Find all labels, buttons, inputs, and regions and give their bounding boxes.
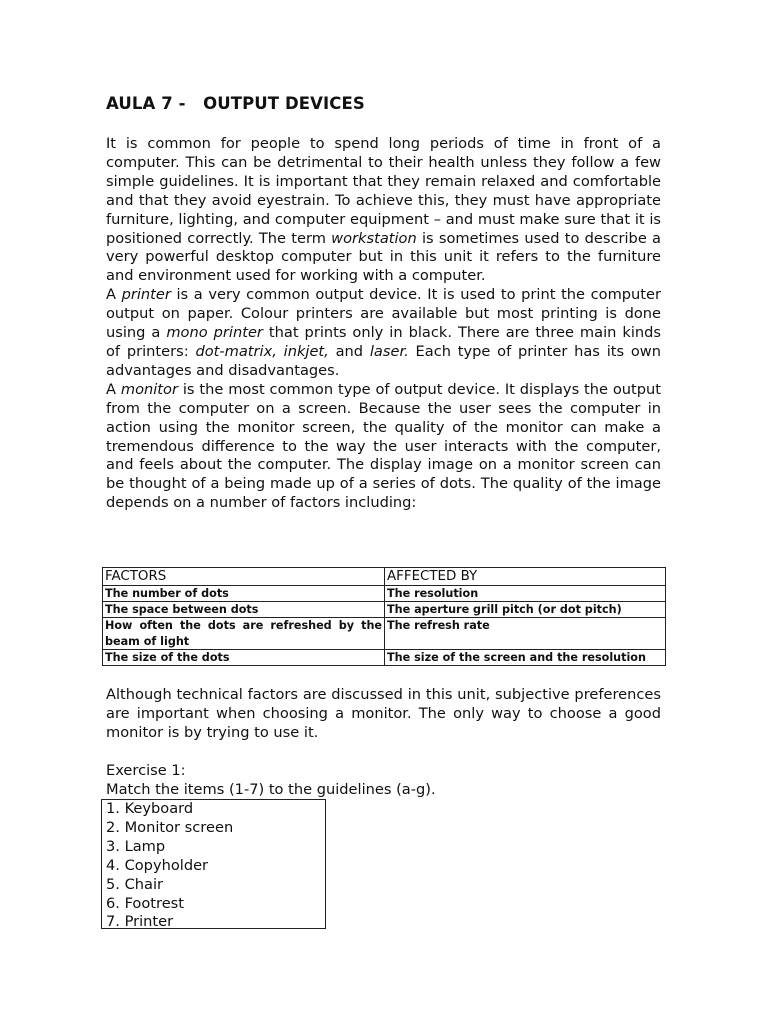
table-cell: How often the dots are refreshed by the beam of light bbox=[103, 618, 385, 649]
list-item: 3. Lamp bbox=[106, 837, 166, 855]
paragraph-text: is the most common type of output device. It displays the output from the computer on a screen. Because the user sees the computer in action using the monitor screen, the quality of the monitor can make a tremendous difference to the way the user interacts with the computer, and feels about the computer. The display image on a monitor screen can be thought of a being made up of a series of dots. The quality of the image depends on a number of factors including: bbox=[106, 380, 661, 512]
table-cell: The size of the screen and the resolution bbox=[385, 649, 666, 665]
table-header-row bbox=[103, 568, 666, 586]
table-row bbox=[103, 618, 666, 649]
list-item: 7. Printer bbox=[106, 913, 174, 931]
exercise-instruction: Match the items (1-7) to the guidelines (a-g). bbox=[106, 780, 436, 798]
term-mono-printer: mono printer bbox=[166, 324, 263, 342]
term-monitor: monitor bbox=[120, 380, 178, 398]
exercise-items-list bbox=[101, 799, 326, 929]
term-printer: printer bbox=[121, 286, 171, 304]
paragraph-text: A bbox=[106, 380, 121, 398]
term-laser: laser. bbox=[369, 342, 409, 360]
paragraph-printer bbox=[106, 286, 661, 381]
exercise-section bbox=[106, 762, 436, 800]
closing-paragraph: Although technical factors are discussed in this unit, subjective preferences are important when choosing a monitor. The only way to choose a good monitor is by trying to use it. bbox=[106, 686, 661, 741]
list-item: 2. Monitor screen bbox=[106, 818, 234, 836]
term-workstation: workstation bbox=[331, 229, 417, 247]
table-cell: The resolution bbox=[385, 586, 666, 602]
paragraph-text: is sometimes used to describe a very powerful desktop computer but in this unit it refers to the furniture and environment used for working with a computer. bbox=[106, 229, 661, 285]
table-cell: The space between dots bbox=[103, 602, 385, 618]
table-row bbox=[103, 586, 666, 602]
list-item: 1. Keyboard bbox=[106, 800, 194, 817]
paragraph-text: and bbox=[328, 342, 370, 360]
factors-table bbox=[102, 567, 666, 666]
paragraph-workstation bbox=[106, 135, 661, 286]
paragraph-text: A bbox=[106, 286, 122, 304]
list-item: 6. Footrest bbox=[106, 894, 184, 912]
page-title: AULA 7 - OUTPUT DEVICES bbox=[106, 94, 365, 113]
paragraph-text: that prints only in black. There are three main kinds of printers: bbox=[106, 324, 661, 360]
table-cell: The size of the dots bbox=[103, 649, 385, 665]
paragraph-text: Each type of printer has its own advantages and disadvantages. bbox=[106, 342, 661, 379]
table-cell: The number of dots bbox=[103, 586, 385, 602]
term-printer-kinds: dot-matrix, inkjet, bbox=[195, 342, 329, 360]
intro-text bbox=[106, 135, 661, 513]
table-row bbox=[103, 649, 666, 665]
table-row bbox=[103, 602, 666, 618]
paragraph-text: is a very common output device. It is used to print the computer output on paper. Colour printers are available but most printing is done using a bbox=[106, 286, 662, 342]
table-cell: The refresh rate bbox=[385, 618, 666, 649]
paragraph-text: It is common for people to spend long periods of time in front of a computer. This can be detrimental to their health unless they follow a few simple guidelines. It is important that they remain relaxed and comfortable and that they avoid eyestrain. To achieve this, they must have appropriate furniture, lighting, and computer equipment – and must make sure that it is positioned correctly. The term bbox=[106, 135, 661, 247]
paragraph-monitor bbox=[106, 381, 661, 513]
exercise-heading: Exercise 1: bbox=[106, 762, 186, 779]
table-header-cell: FACTORS bbox=[103, 568, 385, 586]
list-item: 4. Copyholder bbox=[106, 856, 209, 874]
list-item: 5. Chair bbox=[106, 875, 163, 893]
table-cell: The aperture grill pitch (or dot pitch) bbox=[385, 602, 666, 618]
table-header-cell: AFFECTED BY bbox=[385, 568, 666, 586]
